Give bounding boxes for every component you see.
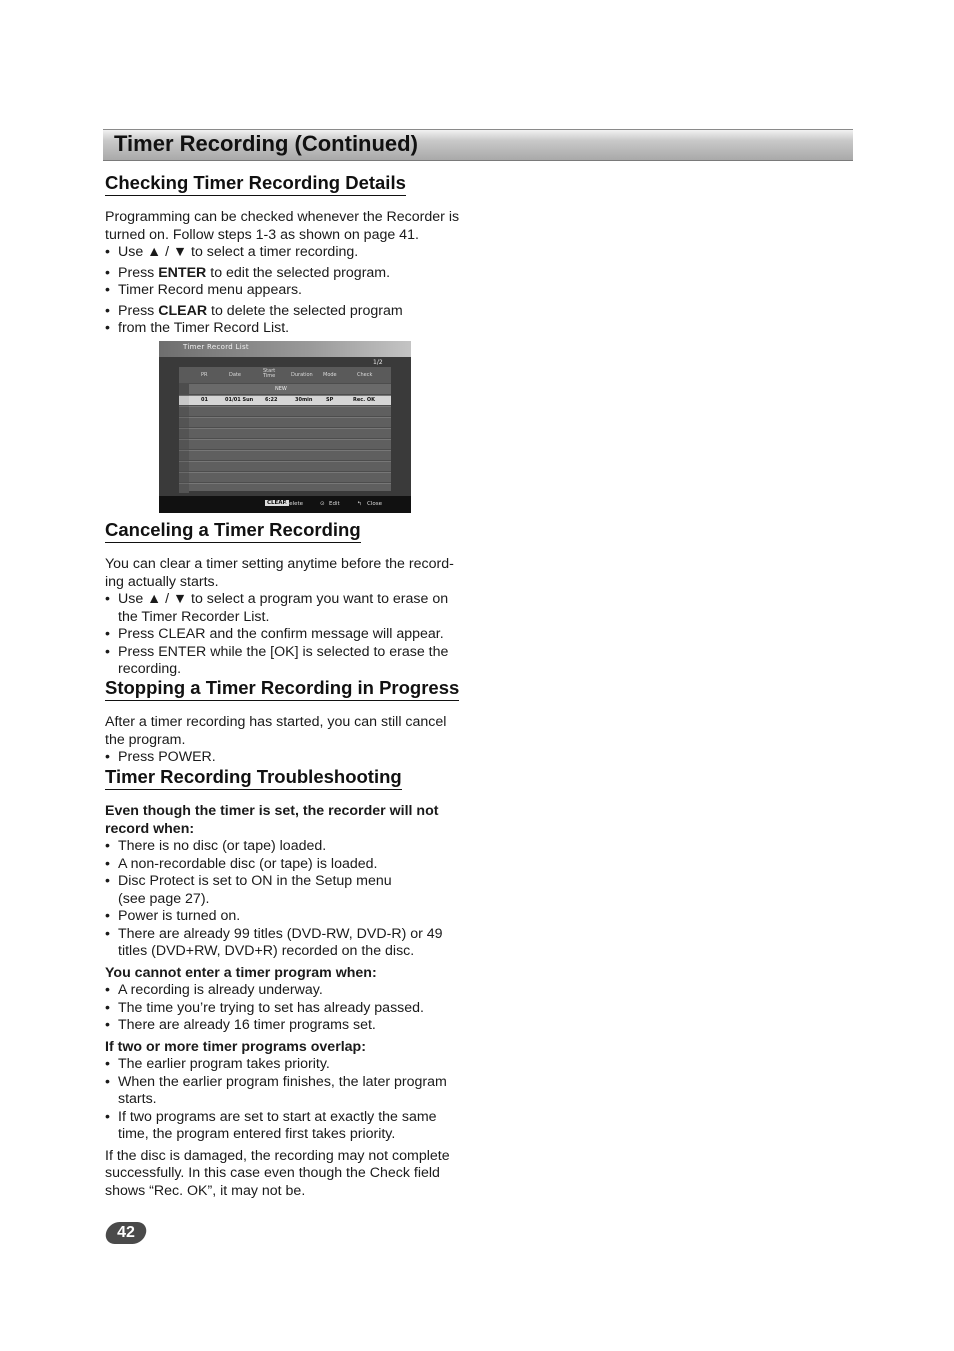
screen-page-indicator: 1/2 (373, 359, 383, 366)
section-checking (105, 172, 470, 338)
return-icon: ↰ (357, 501, 362, 507)
bullet-list (105, 749, 470, 767)
enter-icon: ⊙ (320, 501, 325, 507)
list-item: • There is no disc (or tape) loaded. (105, 838, 470, 856)
col-pr: PR (201, 372, 208, 378)
row-marker-icon (179, 395, 189, 405)
subheading: You cannot enter a timer program when: (105, 964, 377, 981)
section-canceling (105, 519, 470, 679)
section-heading: Stopping a Timer Recording in Progress (105, 677, 459, 701)
screen-title: Timer Record List (183, 343, 249, 351)
footer-close: Close (367, 501, 382, 507)
section-stopping (105, 677, 470, 767)
list-item-continuation: • Press ENTER while the [OK] is selected to erase the recording. (105, 644, 470, 679)
section-heading: Canceling a Timer Recording (105, 519, 361, 543)
section-troubleshooting (105, 766, 470, 1200)
bullet-list (105, 838, 470, 961)
subheading: Even though the timer is set, the recorder will not record when: (105, 803, 439, 837)
table-row (189, 428, 391, 438)
list-item: • Disc Protect is set to ON in the Setup menu (see page 27). (105, 873, 470, 908)
new-label: NEW (275, 386, 287, 392)
table-row (189, 439, 391, 449)
section-heading: Checking Timer Recording Details (105, 172, 406, 196)
screen-new-row (189, 384, 391, 394)
table-row (189, 472, 391, 482)
bullet-list (105, 244, 470, 338)
list-item: • Press POWER. (105, 749, 470, 767)
key-enter: ENTER (158, 264, 207, 281)
bullet-list (105, 591, 470, 679)
section-heading: Timer Recording Troubleshooting (105, 766, 402, 790)
list-item: • The time you’re trying to set has already passed. (105, 1000, 470, 1018)
screen-title-bar (159, 341, 411, 357)
table-row (189, 483, 391, 491)
table-row (189, 461, 391, 471)
col-start-time: Start Time (263, 368, 276, 379)
col-date: Date (229, 372, 241, 378)
list-item: • The earlier program takes priority. (105, 1056, 470, 1074)
list-item: • Use ▲ / ▼ to select a timer recording. (105, 244, 470, 262)
table-row: 01 01/01 Sun 6:22 30min SP Rec. OK (189, 395, 391, 405)
bullet-list (105, 1056, 470, 1144)
bullet-list (105, 982, 470, 1035)
list-item-continuation: • from the Timer Record List. (105, 320, 470, 338)
page-number: 42 (117, 1224, 135, 1241)
list-item-continuation: • Timer Record menu appears. (105, 282, 470, 300)
key-clear: CLEAR (158, 302, 208, 319)
section-intro: You can clear a timer setting anytime before the record-ing actually starts. (105, 556, 454, 590)
screen-footer (159, 496, 411, 513)
list-item: • Power is turned on. (105, 908, 470, 926)
list-item: • Press ENTER to edit the selected program. (105, 265, 470, 283)
closing-paragraph: If the disc is damaged, the recording may not complete successfully. In this case even though the Check field shows “Rec. OK”, it may not be. (105, 1147, 450, 1199)
timer-record-list-screen (159, 341, 411, 513)
col-duration: Duration (291, 372, 313, 378)
section-intro: Programming can be checked whenever the Recorder is turned on. Follow steps 1-3 as shown on page 41. (105, 209, 460, 243)
table-row (189, 417, 391, 427)
list-item: • When the earlier program finishes, the later program starts. (105, 1074, 470, 1109)
clear-key-icon: CLEAR (267, 500, 287, 506)
page-number-badge (104, 1222, 149, 1244)
list-item: • If two programs are set to start at exactly the same time, the program entered first takes priority. (105, 1109, 470, 1144)
list-item: • A recording is already underway. (105, 982, 470, 1000)
list-item: • A non-recordable disc (or tape) is loaded. (105, 856, 470, 874)
subheading: If two or more timer programs overlap: (105, 1038, 366, 1055)
list-item: • There are already 16 timer programs set. (105, 1017, 470, 1035)
page-title-bar (103, 129, 853, 161)
table-row (189, 406, 391, 416)
list-item: • Press CLEAR to delete the selected program (105, 303, 470, 321)
footer-edit: Edit (329, 501, 340, 507)
section-intro: After a timer recording has started, you can still cancel the program. (105, 714, 447, 748)
list-item: • There are already 99 titles (DVD-RW, DVD-R) or 49 titles (DVD+RW, DVD+R) recorded on the disc. (105, 926, 470, 961)
page-title: Timer Recording (Continued) (114, 131, 418, 156)
footer-delete: Delete (285, 501, 304, 507)
list-item: • Use ▲ / ▼ to select a program you want to erase on the Timer Recorder List. (105, 591, 470, 626)
list-item-continuation: • Press CLEAR and the confirm message will appear. (105, 626, 470, 644)
screen-table (179, 367, 391, 491)
table-row (189, 450, 391, 460)
col-check: Check (357, 372, 373, 378)
col-mode: Mode (323, 372, 337, 378)
screen-column-headers (179, 367, 391, 383)
